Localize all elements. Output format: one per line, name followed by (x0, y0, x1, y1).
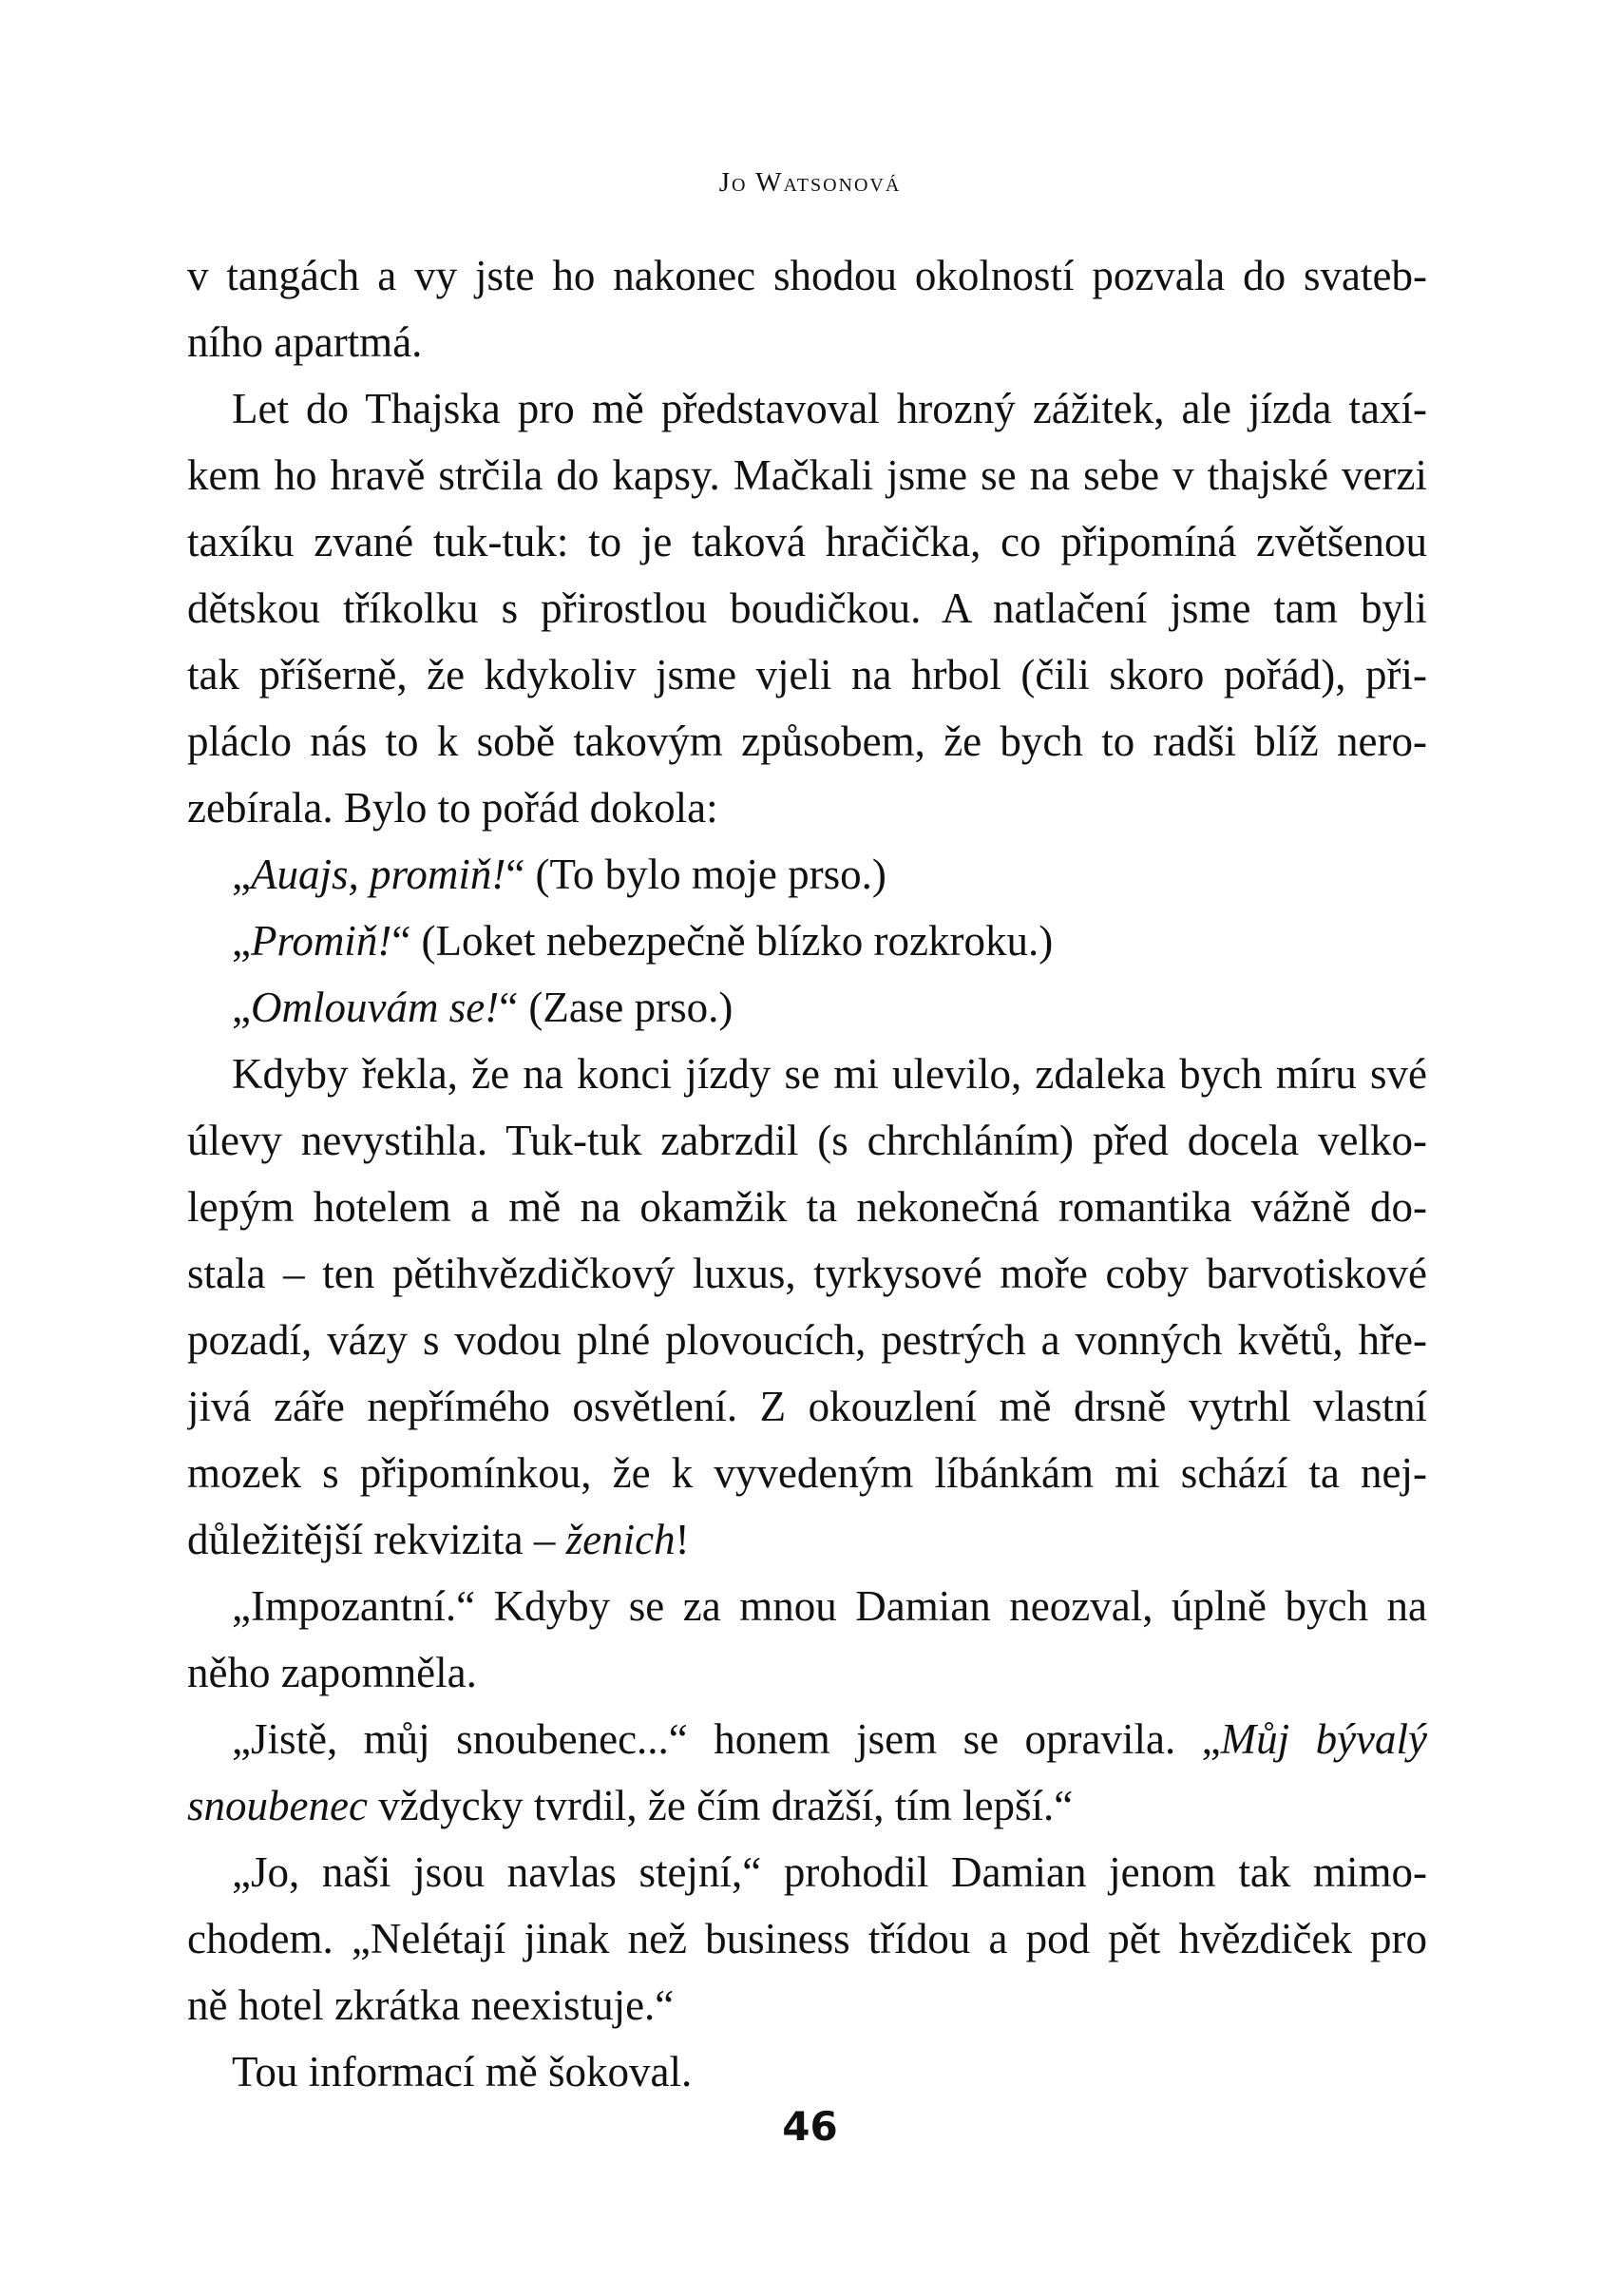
text-line: „Promiň!“ (Loket nebezpečně blízko rozkroku.) (232, 917, 1054, 965)
text-line: něho zapomněla. (187, 1649, 477, 1696)
text-line: „Jo, naši jsou navlas stejní,“ prohodil Damian jenom tak mimo- (232, 1848, 1427, 1896)
text-line: lepým hotelem a mě na okamžik ta nekonečná romantika vážně do- (187, 1183, 1427, 1231)
text-line: zebírala. Bylo to pořád dokola: (187, 784, 718, 832)
text-line: dětskou tříkolku s přirostlou boudičkou. A natlačení jsme tam byli (187, 584, 1427, 632)
text-line: chodem. „Nelétají jinak než business třídou a pod pět hvězdiček pro (187, 1915, 1427, 1962)
text-line: kem ho hravě strčila do kapsy. Mačkali jsme se na sebe v thajské verzi (187, 451, 1427, 499)
text-line: stala – ten pětihvězdičkový luxus, tyrkysové moře coby barvotiskové (187, 1250, 1427, 1297)
text-line: mozek s připomínkou, že k vyvedeným líbánkám mi schází ta nej- (187, 1449, 1427, 1497)
running-header-author: Jo Watsonová (718, 167, 902, 198)
text-line: tak příšerně, že kdykoliv jsme vjeli na hrbol (čili skoro pořád), při- (187, 651, 1427, 698)
text-line: pláclo nás to k sobě takovým způsobem, že bych to radši blíž nero- (187, 718, 1427, 765)
text-line: taxíku zvané tuk-tuk: to je taková hračička, co připomíná zvětšenou (187, 518, 1427, 565)
text-line: pozadí, vázy s vodou plné plovoucích, pestrých a vonných květů, hře- (187, 1316, 1427, 1364)
text-line: „Jistě, můj snoubenec...“ honem jsem se opravila. „Můj bývalý (232, 1715, 1427, 1763)
text-line: Tou informací mě šokoval. (232, 2048, 693, 2095)
text-line: ního apartmá. (187, 318, 423, 366)
text-line: „Impozantní.“ Kdyby se za mnou Damian neozval, úplně bych na (232, 1582, 1427, 1630)
body-text (187, 242, 1427, 2105)
text-line: „Omlouvám se!“ (Zase prso.) (232, 984, 734, 1031)
text-line: důležitější rekvizita – ženich! (187, 1516, 690, 1563)
text-line: „Auajs, promiň!“ (To bylo moje prso.) (232, 851, 886, 898)
text-line: jivá záře nepřímého osvětlení. Z okouzlení mě drsně vytrhl vlastní (187, 1383, 1427, 1430)
text-line: v tangách a vy jste ho nakonec shodou okolností pozvala do svateb- (187, 252, 1427, 299)
text-line: Let do Thajska pro mě představoval hrozný zážitek, ale jízda taxí- (232, 385, 1427, 432)
page-number: 46 (782, 2103, 838, 2150)
text-line: Kdyby řekla, že na konci jízdy se mi ulevilo, zdaleka bych míru své (232, 1050, 1427, 1098)
text-line: snoubenec vždycky tvrdil, že čím dražší, tím lepší.“ (187, 1782, 1074, 1829)
text-line: ně hotel zkrátka neexistuje.“ (187, 1981, 675, 2029)
text-line: úlevy nevystihla. Tuk-tuk zabrzdil (s chrchláním) před docela velko- (187, 1117, 1427, 1164)
